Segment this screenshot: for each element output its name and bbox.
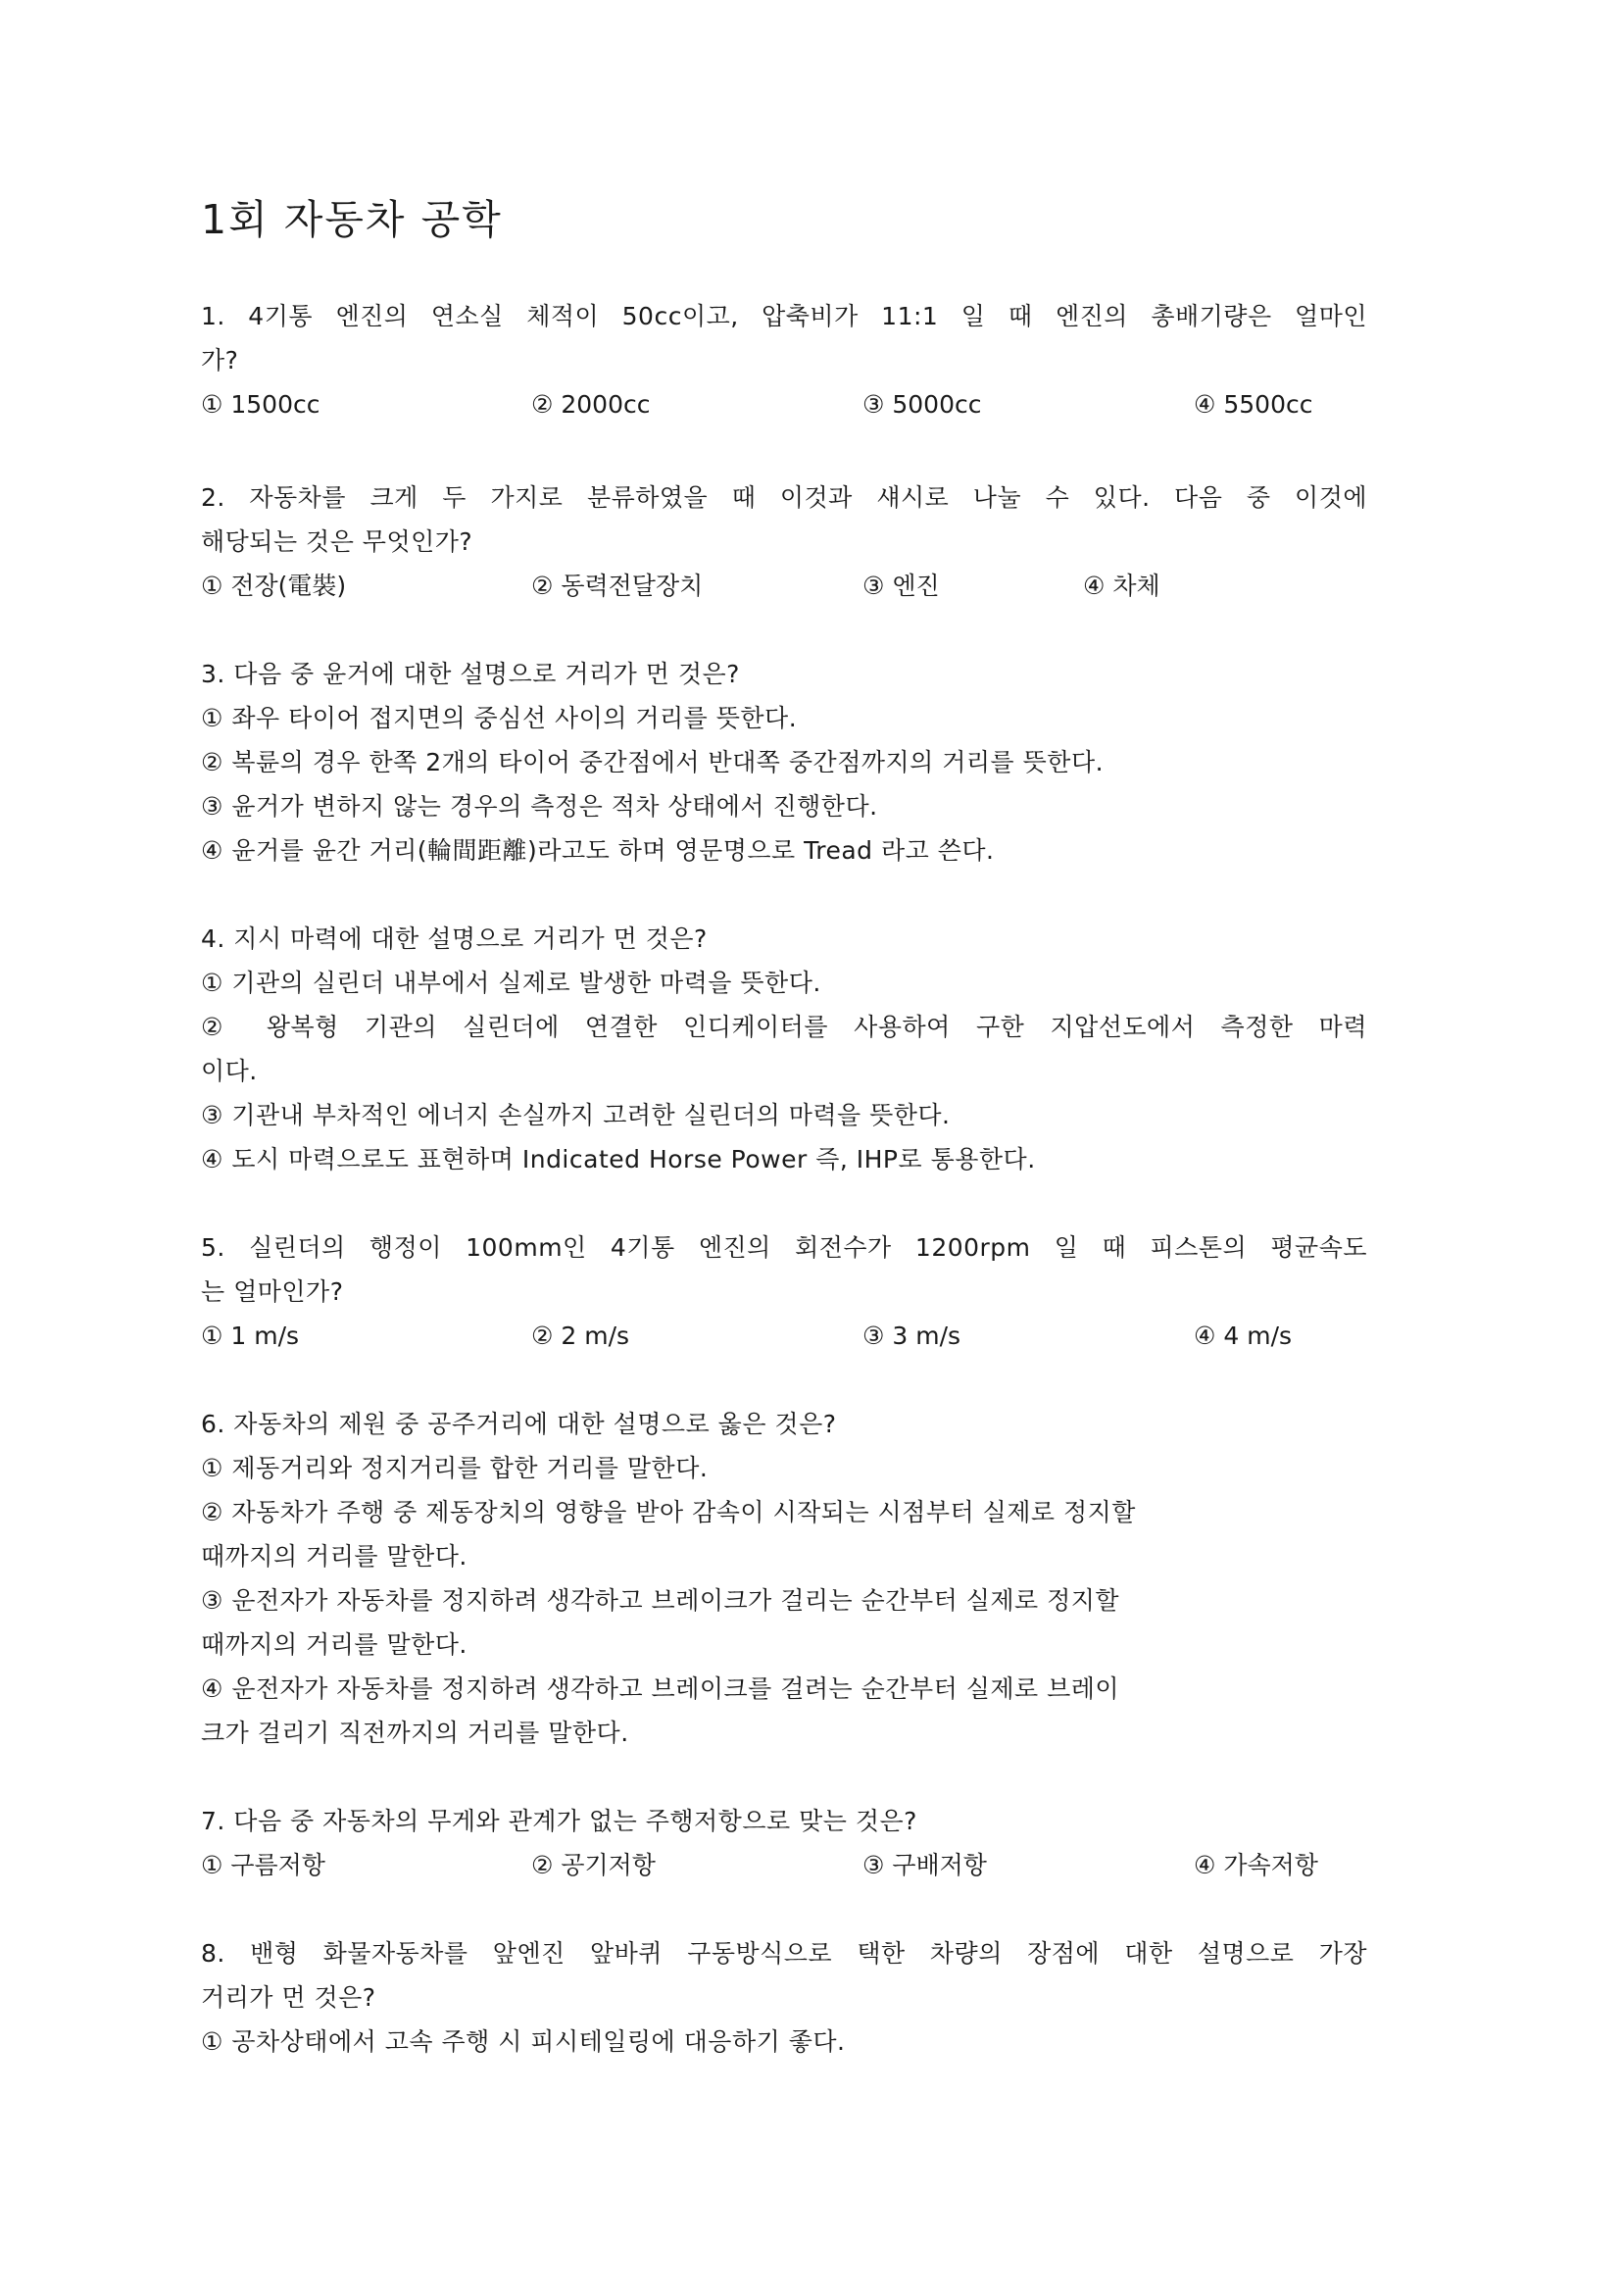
question-6 [201, 1402, 1367, 1755]
option-2: ② 동력전달장치 [531, 572, 704, 600]
option-2: ② 자동차가 주행 중 제동장치의 영향을 받아 감속이 시작되는 시점부터 실제로 정지할 [201, 1498, 1136, 1526]
options-row [201, 382, 1367, 426]
question-1 [201, 294, 1367, 426]
option-2-continued: 이다. [201, 1057, 258, 1085]
option-2: ② 2000cc [531, 390, 651, 419]
option-3: ③ 윤거가 변하지 않는 경우의 측정은 적차 상태에서 진행한다. [201, 792, 878, 821]
option-4-continued: 크가 걸리기 직전까지의 거리를 말한다. [201, 1719, 629, 1747]
question-8 [201, 1931, 1367, 2064]
option-1: ① 기관의 실린더 내부에서 실제로 발생한 마력을 뜻한다. [201, 969, 821, 997]
option-1: ① 1500cc [201, 390, 320, 419]
option-3-continued: 때까지의 거리를 말한다. [201, 1630, 467, 1659]
option-4: ④ 차체 [1083, 572, 1160, 600]
question-text: 2. 자동차를 크게 두 가지로 분류하였을 때 이것과 섀시로 나눌 수 있다. 다음 중 이것에 [201, 483, 1367, 512]
option-4: ④ 윤거를 윤간 거리(輪間距離)라고도 하며 영문명으로 Tread 라고 쓴다. [201, 836, 995, 865]
option-2-continued: 때까지의 거리를 말한다. [201, 1542, 467, 1571]
option-1: ① 제동거리와 정지거리를 합한 거리를 말한다. [201, 1454, 709, 1482]
question-text: 7. 다음 중 자동차의 무게와 관계가 없는 주행저항으로 맞는 것은? [201, 1807, 917, 1835]
option-1: ① 좌우 타이어 접지면의 중심선 사이의 거리를 뜻한다. [201, 704, 798, 732]
option-1: ① 공차상태에서 고속 주행 시 피시테일링에 대응하기 좋다. [201, 2027, 846, 2056]
question-3 [201, 652, 1367, 873]
option-3: ③ 기관내 부차적인 에너지 손실까지 고려한 실린더의 마력을 뜻한다. [201, 1101, 951, 1129]
question-2 [201, 475, 1367, 608]
question-text: 8. 밴형 화물자동차를 앞엔진 앞바퀴 구동방식으로 택한 차량의 장점에 대한 설명으로 가장 [201, 1939, 1367, 1968]
options-row [201, 1314, 1367, 1358]
question-text: 1. 4기통 엔진의 연소실 체적이 50cc이고, 압축비가 11:1 일 때 엔진의 총배기량은 얼마인 [201, 302, 1367, 330]
question-text: 6. 자동차의 제원 중 공주거리에 대한 설명으로 옳은 것은? [201, 1410, 837, 1438]
question-text: 해당되는 것은 무엇인가? [201, 527, 473, 556]
question-5 [201, 1225, 1367, 1358]
option-1: ① 전장(電裝) [201, 572, 347, 600]
option-3: ③ 3 m/s [862, 1322, 961, 1350]
question-7 [201, 1799, 1367, 1887]
option-4: ④ 5500cc [1194, 390, 1313, 419]
options-row [201, 1843, 1367, 1887]
option-3: ③ 구배저항 [862, 1851, 987, 1879]
question-text: 거리가 먼 것은? [201, 1983, 376, 2012]
page-title: 1회 자동차 공학 [201, 196, 503, 243]
question-text: 3. 다음 중 윤거에 대한 설명으로 거리가 먼 것은? [201, 660, 740, 688]
option-2: ② 2 m/s [531, 1322, 630, 1350]
option-3: ③ 5000cc [862, 390, 982, 419]
question-text: 가? [201, 346, 239, 374]
option-4: ④ 4 m/s [1194, 1322, 1293, 1350]
option-2: ② 공기저항 [531, 1851, 656, 1879]
option-1: ① 1 m/s [201, 1322, 300, 1350]
options-row [201, 564, 1367, 608]
option-1: ① 구름저항 [201, 1851, 325, 1879]
option-3: ③ 운전자가 자동차를 정지하려 생각하고 브레이크가 걸리는 순간부터 실제로 정지할 [201, 1586, 1120, 1615]
option-4: ④ 가속저항 [1194, 1851, 1318, 1879]
option-4: ④ 도시 마력으로도 표현하며 Indicated Horse Power 즉, IHP로 통용한다. [201, 1145, 1036, 1173]
question-text: 4. 지시 마력에 대한 설명으로 거리가 먼 것은? [201, 924, 708, 953]
option-2: ② 복륜의 경우 한쪽 2개의 타이어 중간점에서 반대쪽 중간점까지의 거리를 뜻한다. [201, 748, 1105, 776]
option-4: ④ 운전자가 자동차를 정지하려 생각하고 브레이크를 걸려는 순간부터 실제로 브레이 [201, 1674, 1120, 1703]
question-text: 5. 실린더의 행정이 100mm인 4기통 엔진의 회전수가 1200rpm 일 때 피스톤의 평균속도 [201, 1233, 1367, 1262]
question-text: 는 얼마인가? [201, 1277, 344, 1306]
option-3: ③ 엔진 [862, 572, 940, 600]
option-2: ② 왕복형 기관의 실린더에 연결한 인디케이터를 사용하여 구한 지압선도에서 측정한 마력 [201, 1013, 1367, 1041]
question-4 [201, 917, 1367, 1181]
